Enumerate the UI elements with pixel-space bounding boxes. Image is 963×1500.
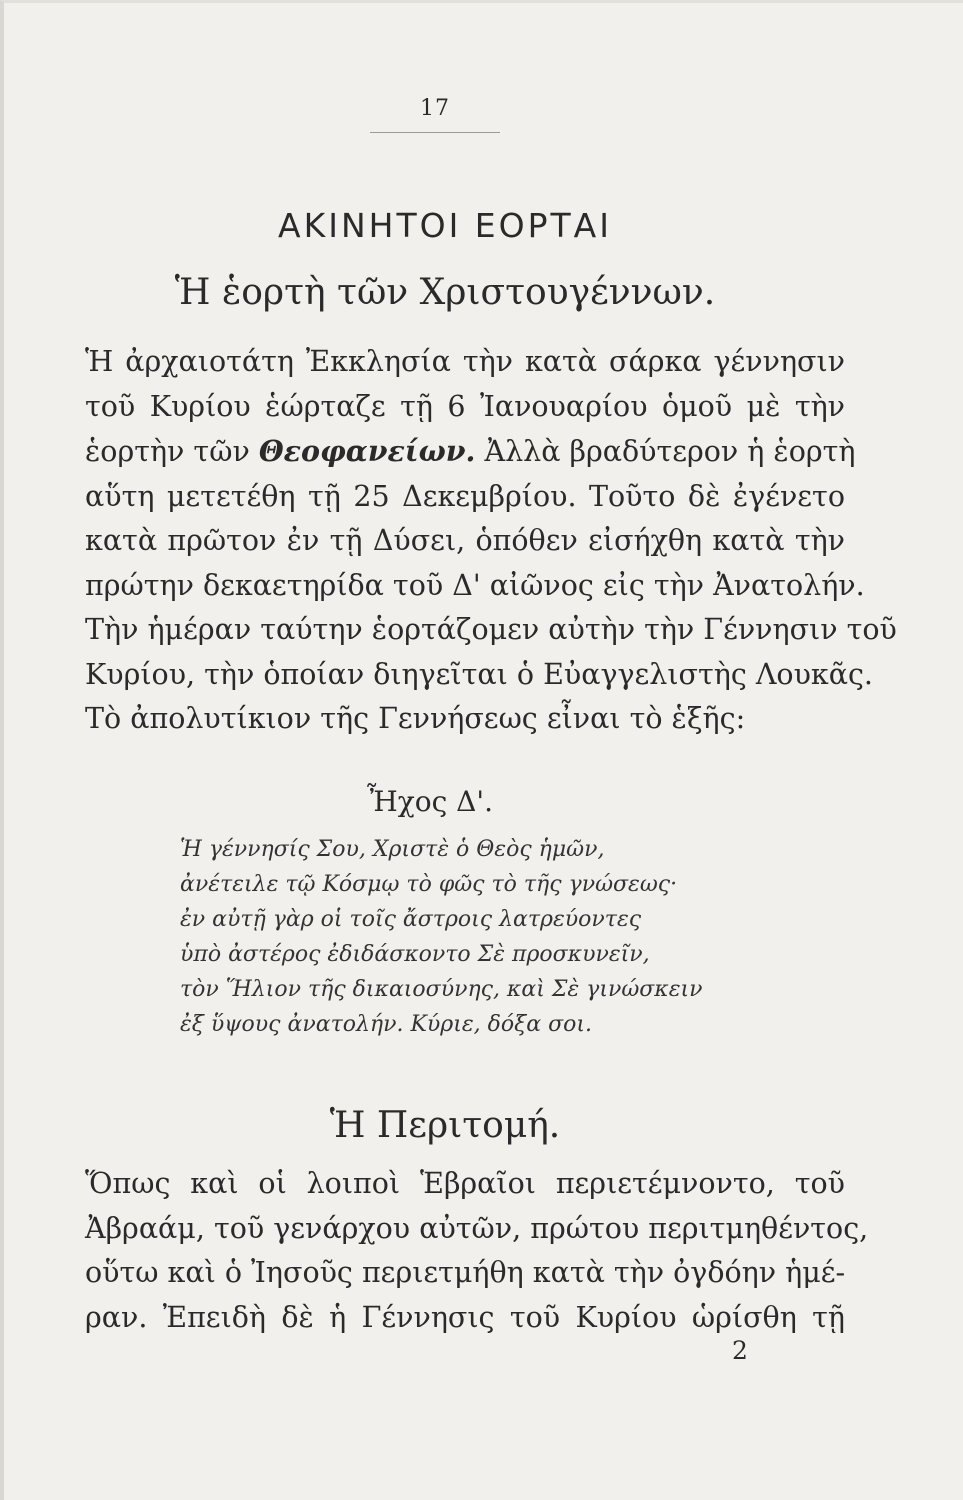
signature-mark: 2 — [732, 1336, 748, 1365]
header-rule — [370, 132, 500, 133]
hymn-mode-label: Ἦχος Δ'. — [367, 785, 493, 818]
page-number: 17 — [420, 96, 450, 121]
hymn-line: ἀνέτειλε τῷ Κόσμῳ τὸ φῶς τὸ τῆς γνώσεως· — [180, 872, 678, 897]
paragraph-line: Ἡ ἀρχαιοτάτη Ἐκκλησία τὴν κατὰ σάρκα γέννησιν — [85, 345, 845, 378]
hymn-text — [180, 832, 780, 1042]
paragraph-line: Τὸ ἀπολυτίκιον τῆς Γεννήσεως εἶναι τὸ ἑξῆς: — [85, 702, 746, 735]
hymn-line: ἐξ ὕψους ἀνατολήν. Κύριε, δόξα σοι. — [180, 1012, 592, 1037]
paragraph-line: οὕτω καὶ ὁ Ἰησοῦς περιετμήθη κατὰ τὴν ὀγδόην ἡμέ- — [85, 1256, 846, 1289]
paragraph-line: κατὰ πρῶτον ἐν τῇ Δύσει, ὁπόθεν εἰσήχθη κατὰ τὴν — [85, 524, 845, 557]
hymn-line: τὸν Ἥλιον τῆς δικαιοσύνης, καὶ Σὲ γινώσκειν — [180, 977, 703, 1002]
hymn-line: Ἡ γέννησίς Σου, Χριστὲ ὁ Θεὸς ἡμῶν, — [180, 837, 605, 862]
heading-circumcision: Ἡ Περιτομή. — [329, 1105, 561, 1146]
paragraph-line: αὕτη μετετέθη τῇ 25 Δεκεμβρίου. Τοῦτο δὲ ἐγένετο — [85, 479, 845, 513]
paragraph-text: Ἀλλὰ βραδύτερον ἡ ἑορτὴ — [475, 435, 856, 468]
emphasized-term: Θεοφανείων. — [258, 434, 476, 468]
paragraph-line: Τὴν ἡμέραν ταύτην ἑορτάζομεν αὐτὴν τὴν Γέννησιν τοῦ — [85, 613, 897, 646]
section-title: ΑΚΙΝΗΤΟΙ ΕΟΡΤΑΙ — [278, 206, 612, 245]
hymn-line: ὑπὸ ἀστέρος ἐδιδάσκοντο Σὲ προσκυνεῖν, — [180, 942, 650, 967]
paragraph-circumcision — [85, 1162, 869, 1340]
hymn-line: ἐν αὐτῇ γὰρ οἱ τοῖς ἄστροις λατρεύοντες — [180, 907, 642, 932]
paragraph-line: πρώτην δεκαετηρίδα τοῦ Δ' αἰῶνος εἰς τὴν Ἀνατολήν. — [85, 568, 865, 602]
paragraph-line: τοῦ Κυρίου ἑώρταζε τῇ 6 Ἰανουαρίου ὁμοῦ μὲ τὴν — [85, 389, 845, 423]
paragraph-line: Ὅπως καὶ οἱ λοιποὶ Ἑβραῖοι περιετέμνοντο, τοῦ — [85, 1167, 845, 1200]
paragraph-line: ραν. Ἐπειδὴ δὲ ἡ Γέννησις τοῦ Κυρίου ὡρίσθη τῇ — [85, 1300, 845, 1334]
heading-christmas: Ἡ ἑορτὴ τῶν Χριστουγέννων. — [174, 272, 716, 313]
paragraph-line — [85, 429, 856, 475]
paragraph-line: Κυρίου, τὴν ὁποίαν διηγεῖται ὁ Εὐαγγελιστὴς Λουκᾶς. — [85, 657, 873, 691]
paragraph-text: ἑορτὴν τῶν — [85, 435, 259, 468]
paragraph-line: Ἀβραάμ, τοῦ γενάρχου αὐτῶν, πρώτου περιτμηθέντος, — [85, 1211, 869, 1245]
paragraph-christmas — [85, 340, 897, 742]
